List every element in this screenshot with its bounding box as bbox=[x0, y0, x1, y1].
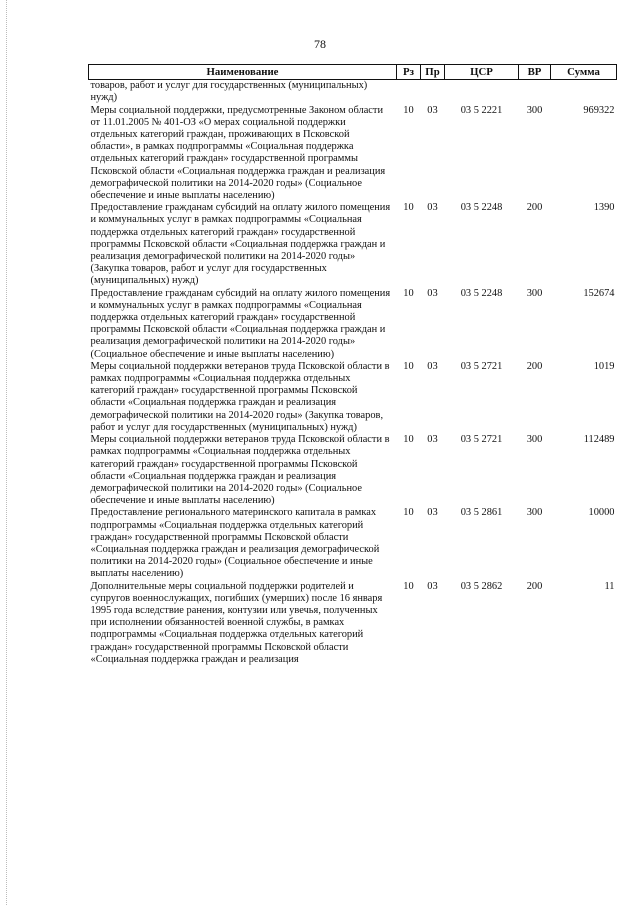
header-csr: ЦСР bbox=[445, 65, 519, 80]
row-vr: 300 bbox=[526, 287, 543, 299]
row-csr: 03 5 2862 bbox=[460, 580, 503, 592]
row-vr bbox=[519, 80, 551, 105]
row-rz: 10 bbox=[403, 104, 414, 116]
row-vr: 300 bbox=[526, 434, 543, 446]
table-header-row bbox=[89, 65, 617, 80]
row-rz: 10 bbox=[403, 360, 414, 372]
row-pr: 03 bbox=[427, 434, 438, 446]
table-row bbox=[89, 361, 617, 434]
row-vr: 200 bbox=[526, 580, 543, 592]
row-sum: 1019 bbox=[593, 360, 615, 372]
header-name: Наименование bbox=[89, 65, 397, 80]
header-pr: Пр bbox=[421, 65, 445, 80]
row-pr: 03 bbox=[427, 360, 438, 372]
page-number: 78 bbox=[314, 37, 326, 51]
row-vr: 200 bbox=[526, 202, 543, 214]
row-sum: 152674 bbox=[583, 287, 615, 299]
row-name: товаров, работ и услуг для государственных (муниципальных) нужд) bbox=[90, 80, 368, 104]
table-row bbox=[89, 80, 617, 105]
scan-margin-marks bbox=[6, 0, 9, 905]
row-sum: 10000 bbox=[588, 507, 615, 519]
row-vr: 200 bbox=[526, 360, 543, 372]
table-row bbox=[89, 507, 617, 580]
row-name: Дополнительные меры социальной поддержки родителей и супругов военнослужащих, погибших (умерших) после 16 января 1995 года вследствие ранения, контузии или увечья, полученных при исполнении обязанностей военной службы, в рамках подпрограммы «Социальная поддержка отдельных категорий граждан» государственной программы Псковской области «Социальная поддержка граждан и реализация bbox=[90, 580, 383, 665]
budget-table bbox=[88, 64, 617, 666]
row-sum bbox=[551, 80, 617, 105]
header-sum: Сумма bbox=[551, 65, 617, 80]
row-rz: 10 bbox=[403, 202, 414, 214]
row-rz: 10 bbox=[403, 580, 414, 592]
row-name: Предоставление гражданам субсидий на оплату жилого помещения и коммунальных услуг в рамках подпрограммы «Социальная поддержка отдельных категорий граждан» государственной программы Псковской области «Социальная поддержка граждан и реализация демографической политики на 2014-2020 годы» (Закупка товаров, работ и услуг для государственных (муниципальных) нужд) bbox=[90, 202, 391, 287]
row-csr: 03 5 2221 bbox=[460, 104, 503, 116]
row-name: Меры социальной поддержки ветеранов труда Псковской области в рамках подпрограммы «Социальная поддержка отдельных категорий граждан» государственной программы Псковской области «Социальная поддержка граждан и реализация демографической политики на 2014-2020 годы» (Закупка товаров, работ и услуг для государственных (муниципальных) нужд) bbox=[90, 360, 390, 433]
row-csr: 03 5 2248 bbox=[460, 287, 503, 299]
row-pr bbox=[421, 80, 445, 105]
header-vr: ВР bbox=[519, 65, 551, 80]
row-vr: 300 bbox=[526, 104, 543, 116]
row-sum: 1390 bbox=[593, 202, 615, 214]
table-row bbox=[89, 434, 617, 507]
row-csr: 03 5 2721 bbox=[460, 360, 503, 372]
row-pr: 03 bbox=[427, 287, 438, 299]
row-pr: 03 bbox=[427, 580, 438, 592]
row-rz: 10 bbox=[403, 434, 414, 446]
row-csr: 03 5 2861 bbox=[460, 507, 503, 519]
table-row bbox=[89, 202, 617, 287]
row-rz: 10 bbox=[403, 507, 414, 519]
row-name: Меры социальной поддержки ветеранов труда Псковской области в рамках подпрограммы «Социальная поддержка отдельных категорий граждан» государственной программы Псковской области «Социальная поддержка граждан и реализация демографической политики на 2014-2020 годы» (Социальное обеспечение и иные выплаты населению) bbox=[90, 434, 390, 507]
header-rz: Рз bbox=[397, 65, 421, 80]
row-pr: 03 bbox=[427, 507, 438, 519]
row-name: Предоставление гражданам субсидий на оплату жилого помещения и коммунальных услуг в рамках подпрограммы «Социальная поддержка отдельных категорий граждан» государственной программы Псковской области «Социальная поддержка граждан и реализация демографической политики на 2014-2020 годы» (Социальное обеспечение и иные выплаты населению) bbox=[90, 287, 391, 360]
row-pr: 03 bbox=[427, 202, 438, 214]
table-row bbox=[89, 581, 617, 666]
row-rz: 10 bbox=[403, 287, 414, 299]
row-pr: 03 bbox=[427, 104, 438, 116]
row-sum: 112489 bbox=[583, 434, 615, 446]
row-csr: 03 5 2721 bbox=[460, 434, 503, 446]
row-rz bbox=[397, 80, 421, 105]
row-csr: 03 5 2248 bbox=[460, 202, 503, 214]
row-vr: 300 bbox=[526, 507, 543, 519]
row-csr bbox=[445, 80, 519, 105]
row-sum: 969322 bbox=[583, 104, 615, 116]
table-row bbox=[89, 105, 617, 203]
row-name: Меры социальной поддержки, предусмотренные Законом области от 11.01.2005 № 401-ОЗ «О мерах социальной поддержки отдельных категорий граждан, проживающих в Псковской области», в рамках подпрограммы «Социальная поддержка отдельных категорий граждан» государственной программы Псковской области «Социальная поддержка граждан и реализация демографической политики на 2014-2020 годы» (Социальное обеспечение и иные выплаты населению) bbox=[90, 104, 386, 202]
table-row bbox=[89, 288, 617, 361]
row-sum: 11 bbox=[604, 580, 615, 592]
row-name: Предоставление регионального материнского капитала в рамках подпрограммы «Социальная поддержка отдельных категорий граждан» государственной программы Псковской области «Социальная поддержка граждан и реализация демографической политики на 2014-2020 годы» (Социальное обеспечение и иные выплаты населению) bbox=[90, 507, 380, 580]
